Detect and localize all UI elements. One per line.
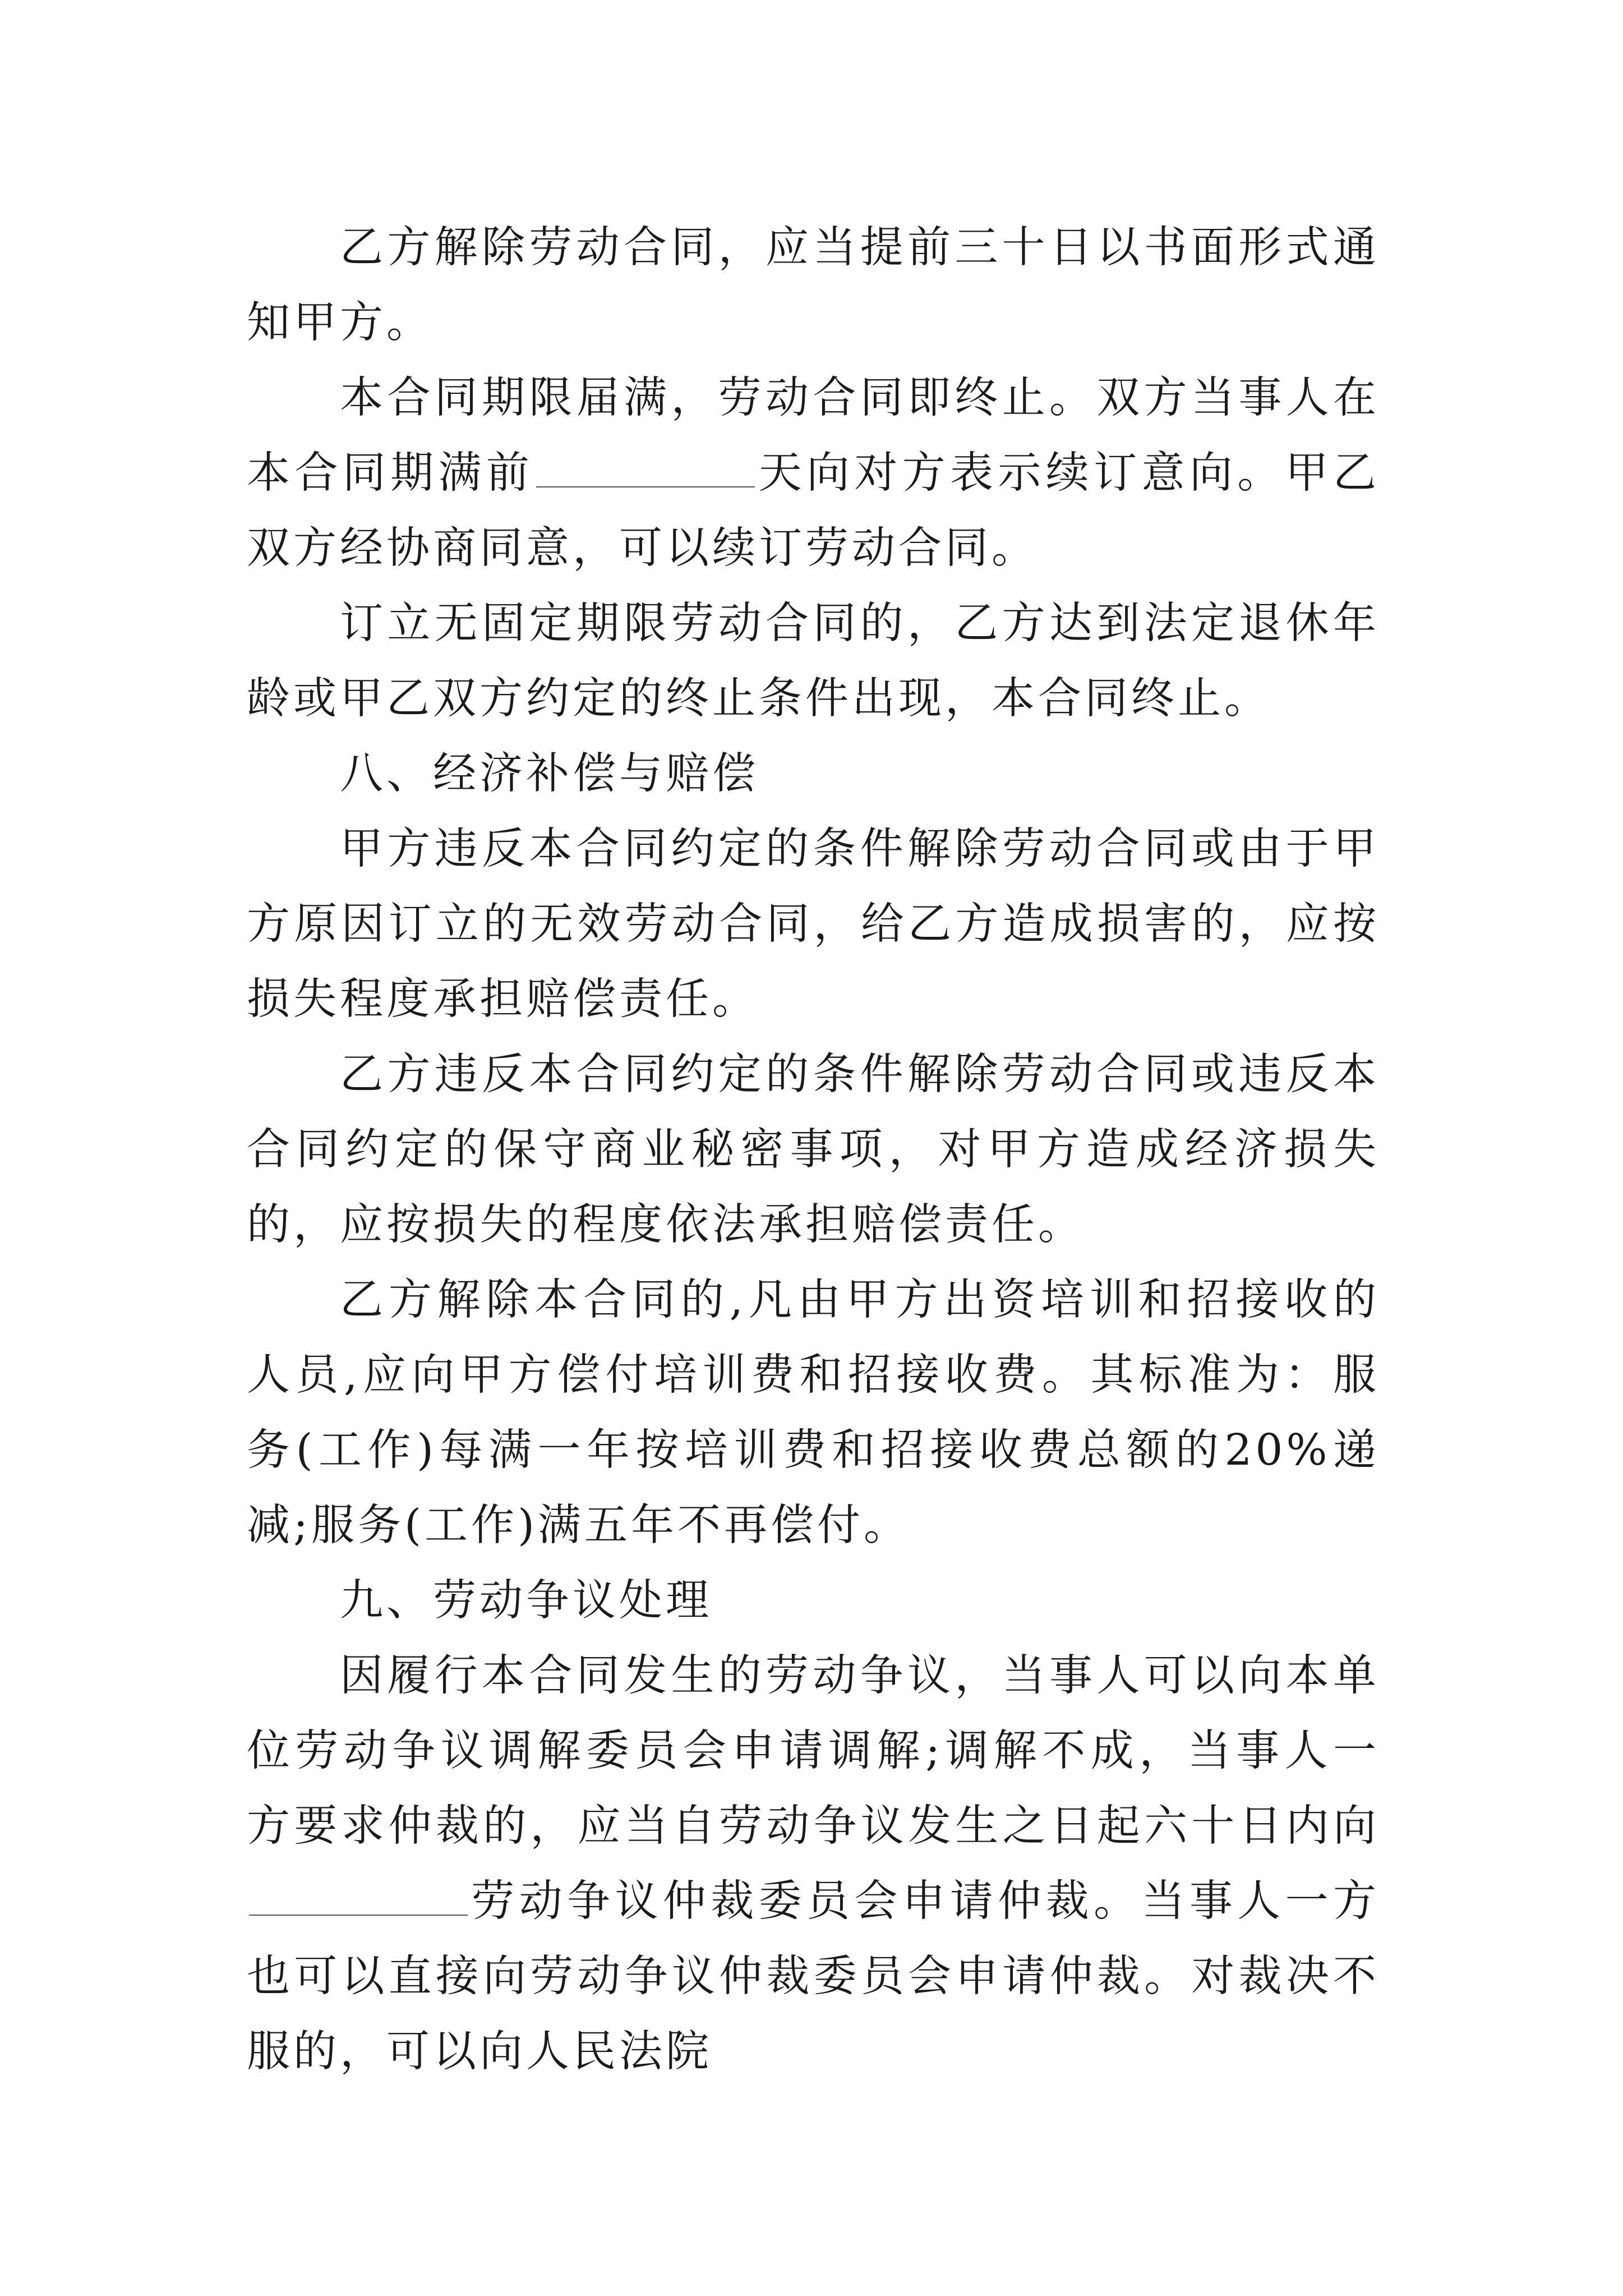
document-body	[247, 210, 1380, 2090]
paragraph-party-a-compensation: 甲方违反本合同约定的条件解除劳动合同或由于甲方原因订立的无效劳动合同，给乙方造成损害的，应按损失程度承担赔偿责任。	[247, 824, 1380, 1024]
paragraph-contract-expiry	[247, 361, 1380, 586]
paragraph-dispute-resolution	[247, 1639, 1380, 2090]
paragraph-open-ended-contract: 订立无固定期限劳动合同的，乙方达到法定退休年龄或甲乙双方约定的终止条件出现，本合同终止。	[247, 599, 1380, 724]
paragraph-party-b-compensation: 乙方违反本合同约定的条件解除劳动合同或违反本合同约定的保守商业秘密事项，对甲方造成经济损失的，应按损失的程度依法承担赔偿责任。	[247, 1050, 1380, 1250]
fill-in-blank-arbitration-committee[interactable]	[249, 1881, 468, 1916]
section-heading-8: 八、经济补偿与赔偿	[340, 749, 759, 799]
section-heading-9: 九、劳动争议处理	[340, 1576, 712, 1626]
fill-in-blank-days[interactable]	[536, 453, 755, 487]
paragraph-text: 本合同期限届满，劳动合同即终止。双方当事人在本合同期满前	[247, 373, 1380, 498]
paragraph-party-b-termination-notice: 乙方解除劳动合同，应当提前三十日以书面形式通知甲方。	[247, 223, 1380, 348]
paragraph-text: 天向对方表示续订意向。甲乙双方经协商同意，可以续订劳动合同。	[247, 448, 1380, 573]
paragraph-training-fee-repayment: 乙方解除本合同的,凡由甲方出资培训和招接收的人员,应向甲方偿付培训费和招接收费。其标准为：服务(工作)每满一年按培训费和招接收费总额的20%递减;服务(工作)满五年不再偿付。	[247, 1275, 1380, 1550]
paragraph-text: 劳动争议仲裁委员会申请仲裁。当事人一方也可以直接向劳动争议仲裁委员会申请仲裁。对裁决不服的，可以向人民法院	[247, 1876, 1380, 2077]
paragraph-text: 因履行本合同发生的劳动争议，当事人可以向本单位劳动争议调解委员会申请调解;调解不成，当事人一方要求仲裁的，应当自劳动争议发生之日起六十日内向	[247, 1651, 1380, 1851]
